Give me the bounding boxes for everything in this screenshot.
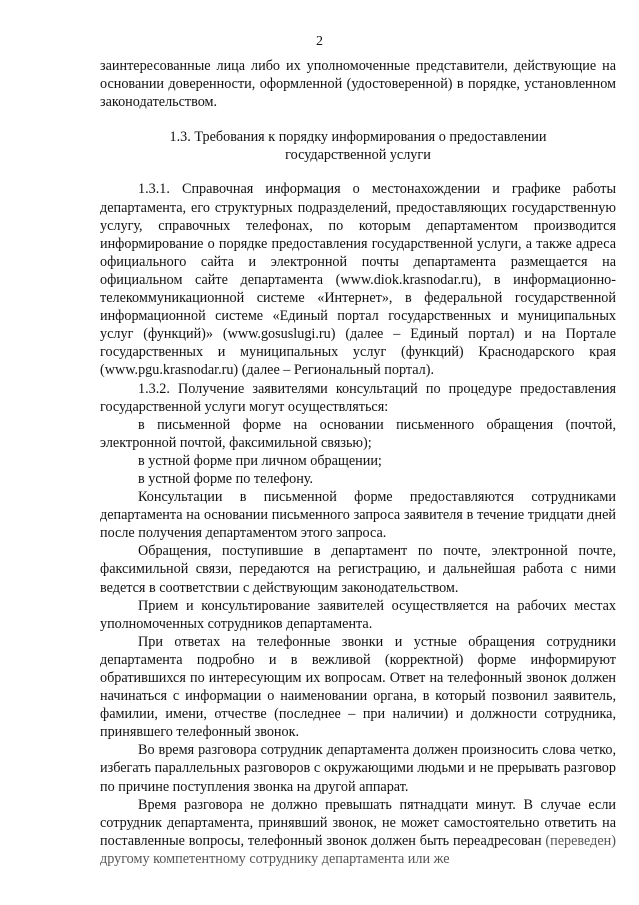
list-item-oral-in-person: в устной форме при личном обращении; (138, 452, 382, 469)
paragraph-conversation-duration (100, 796, 616, 868)
page-number: 2 (316, 34, 323, 49)
duration-text-faded: (переведен) другому компетентному сотруднику департамента или же (100, 832, 616, 867)
document-body (100, 57, 616, 868)
duration-text: Время разговора не должно превышать пятнадцати минут. В случае если сотрудник департамента, принявший звонок, не может самостоятельно ответить на поставленные вопросы, телефонный звонок должен быть переадресован (100, 796, 616, 849)
section-heading-1-3: 1.3. Требования к порядку информирования о предоставлении государственной услуги (169, 129, 547, 164)
paragraph-phone-answers: При ответах на телефонные звонки и устные обращения сотрудники департамента подробно и в вежливой (корректной) форме информируют обратившихся по интересующим их вопросам. Ответ на телефонный звонок должен начинаться с информации о наименовании органа, в который позвонил заявитель, фамилии, имени, отчестве (последнее – при наличии) и должности сотрудника, принявшего телефонный звонок. (100, 633, 616, 741)
paragraph-incoming-appeals: Обращения, поступившие в департамент по почте, электронной почте, факсимильной связи, передаются на регистрацию, и дальнейшая работа с ними ведется в соответствии с действующим законодательством. (100, 543, 616, 596)
list-item-written-form: в письменной форме на основании письменного обращения (почтой, электронной почтой, факсимильной связью); (100, 416, 616, 451)
paragraph-1-3-2: 1.3.2. Получение заявителями консультаций по процедуре предоставления государственной услуги могут осуществляться: (100, 380, 616, 415)
paragraph-conversation-rules: Во время разговора сотрудник департамента должен произносить слова четко, избегать параллельных разговоров с окружающими людьми и не прерывать разговор по причине поступления звонка на другой аппарат. (100, 742, 616, 795)
list-item-oral-phone: в устной форме по телефону. (138, 470, 314, 487)
paragraph-intro-continuation: заинтересованные лица либо их уполномоченные представители, действующие на основании доверенности, оформленной (удостоверенной) в порядке, установленном законодательством. (100, 58, 616, 111)
paragraph-written-consultations: Консультации в письменной форме предоставляются сотрудниками департамента на основании письменного запроса заявителя в течение тридцати дней после получения департаментом этого запроса. (100, 489, 616, 542)
paragraph-reception: Прием и консультирование заявителей осуществляется на рабочих местах уполномоченных сотрудников департамента. (100, 597, 616, 632)
paragraph-1-3-1: 1.3.1. Справочная информация о местонахождении и графике работы департамента, его структурных подразделений, предоставляющих государственную услугу, справочных телефонах, по которым департаментом производится информирование о порядке предоставления государственной услуги, а также адреса официального сайта и электронной почты департамента размещается на официальном сайте департамента (www.diok.krasnodar.ru), в информационно-телекоммуникационной системе «Интернет», в федеральной государственной информационной системе «Единый портал государственных и муниципальных услуг (функций)» (www.gosuslugi.ru) (далее – Единый портал) и на Портале государственных и муниципальных услуг (функций) Краснодарского края (www.pgu.krasnodar.ru) (далее – Региональный портал). (100, 181, 616, 379)
